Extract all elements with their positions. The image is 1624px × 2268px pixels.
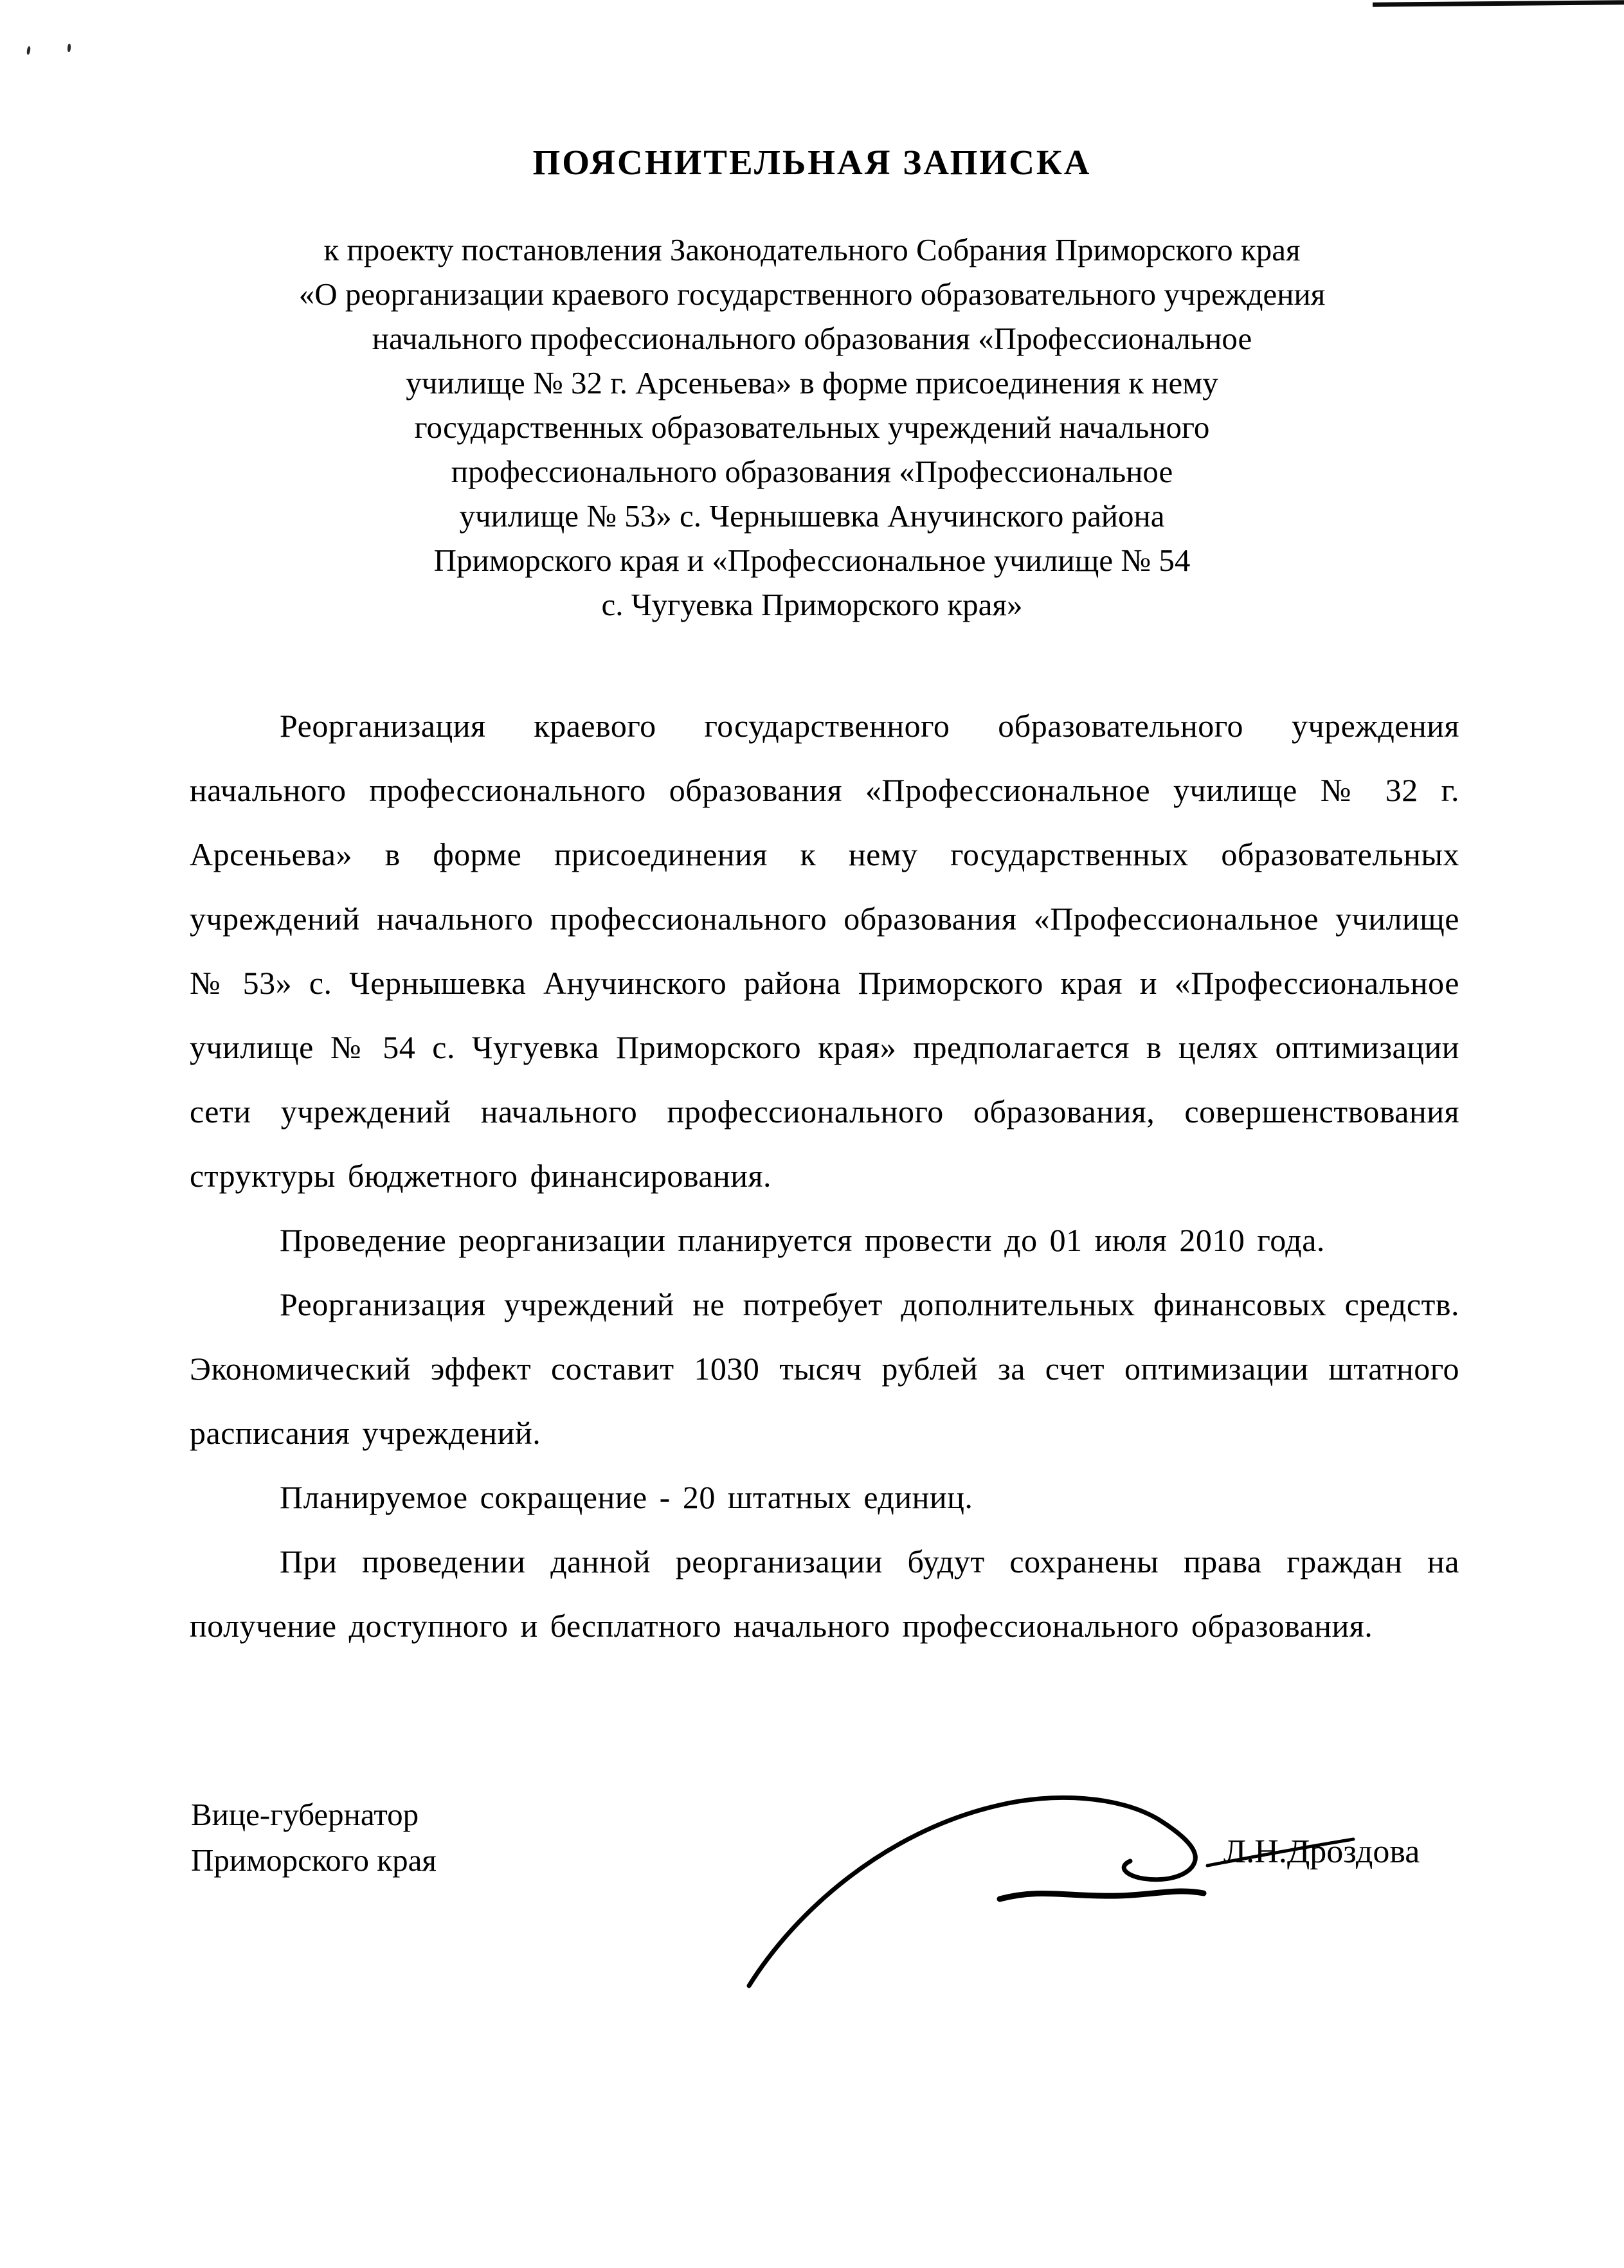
body-paragraph: Проведение реорганизации планируется провести до 01 июля 2010 года.: [280, 1222, 1325, 1258]
body-paragraph: Реорганизация краевого государственного образовательного учреждения начального профессионального образования «Профессиональное училище № 32 г. Арсеньева» в форме присоединения к нему государственных образовательных учреждений начального профессионального образования «Профессиональное училище № 53» с. Чернышевка Анучинского района Приморского края и «Профессиональное училище № 54 с. Чугуевка Приморского края» предполагается в целях оптимизации сети учреждений начального профессионального образования, совершенствования структуры бюджетного финансирования.: [190, 708, 1459, 1194]
subtitle-line: начального профессионального образования «Профессиональное: [372, 321, 1252, 356]
subtitle-line: к проекту постановления Законодательного Собрания Приморского края: [323, 232, 1301, 267]
page-title: ПОЯСНИТЕЛЬНАЯ ЗАПИСКА: [532, 143, 1092, 182]
subtitle-line: профессионального образования «Профессиональное: [451, 454, 1173, 489]
subtitle-line: с. Чугуевка Приморского края»: [601, 587, 1023, 622]
subtitle-line: Приморского края и «Профессиональное училище № 54: [433, 543, 1191, 578]
handwritten-signature-curve: [707, 1761, 1447, 1992]
subtitle-line: «О реорганизации краевого государственного образовательного учреждения: [298, 276, 1326, 312]
subtitle-line: училище № 32 г. Арсеньева» в форме присоединения к нему: [406, 365, 1218, 401]
body-paragraph: Реорганизация учреждений не потребует дополнительных финансовых средств. Экономический эффект составит 1030 тысяч рублей за счет оптимизации штатного расписания учреждений.: [190, 1286, 1459, 1451]
signature-block: [0, 1787, 1624, 2069]
subtitle-line: училище № 53» с. Чернышевка Анучинского района: [459, 498, 1165, 534]
signer-name: Л.Н.Дроздова: [1223, 1833, 1420, 1870]
subtitle-line: государственных образовательных учреждений начального: [414, 410, 1210, 445]
body-paragraph: При проведении данной реорганизации будут сохранены права граждан на получение доступного и бесплатного начального профессионального образования.: [190, 1544, 1459, 1644]
document-body: [190, 694, 1459, 1658]
signer-role: [191, 1792, 437, 1883]
body-paragraph: Планируемое сокращение - 20 штатных единиц.: [280, 1479, 973, 1515]
signer-role-line: Вице-губернатор: [191, 1797, 419, 1832]
signer-role-line: Приморского края: [191, 1842, 437, 1878]
document-subtitle: [0, 228, 1624, 627]
